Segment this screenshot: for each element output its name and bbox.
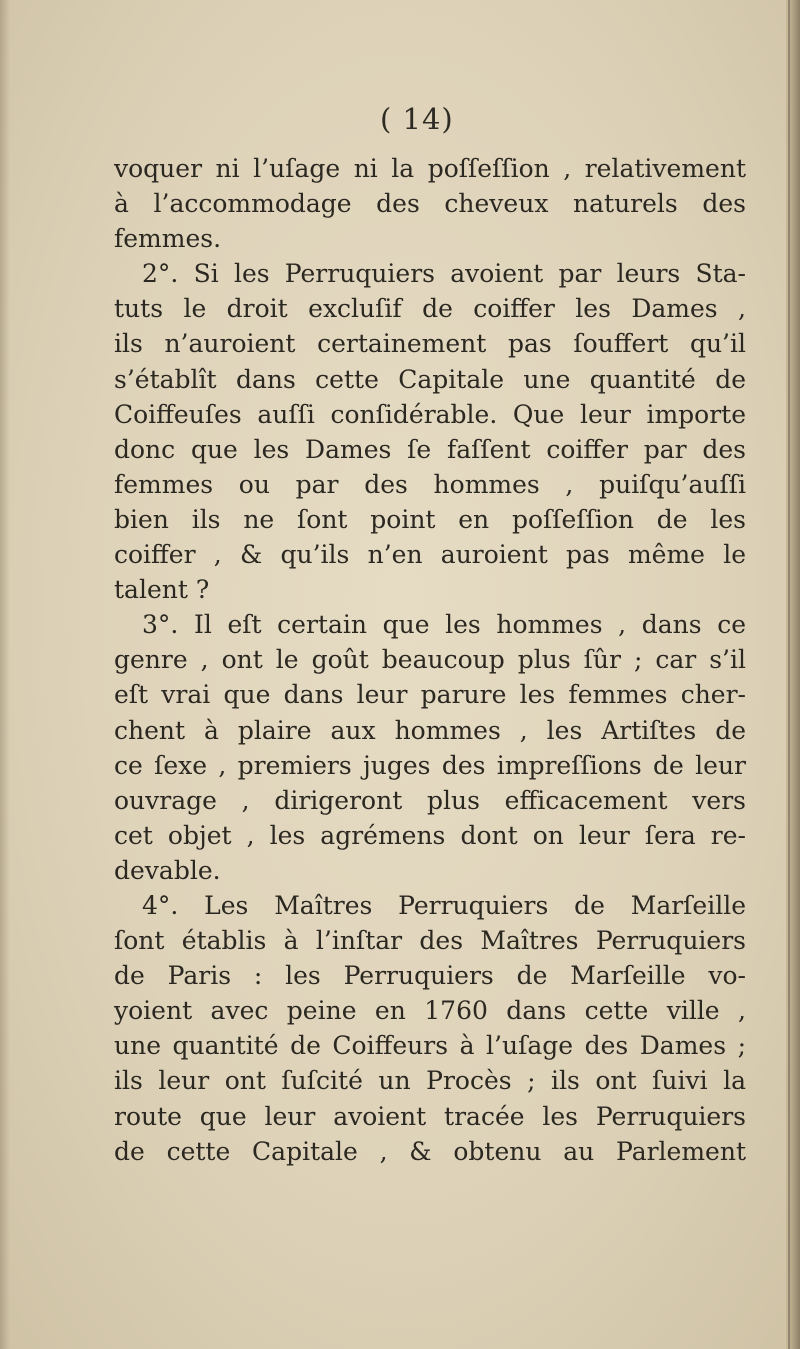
gutter-shadow (0, 0, 10, 1349)
text-line: s’établît dans cette Capitale une quantité de (114, 364, 746, 394)
text-line: ce ſexe , premiers juges des impreſſions de leur (114, 750, 746, 780)
text-line: talent ? (114, 575, 210, 605)
page-number: ( 14) (380, 102, 454, 136)
text-line: ouvrage , dirigeront plus efficacement vers (114, 785, 746, 815)
paragraph-start-line: 4°. Les Maîtres Perruquiers de Marſeille (142, 890, 746, 920)
text-line: route que leur avoient tracée les Perruquiers (114, 1101, 746, 1131)
text-line: femmes ou par des hommes , puiſqu’auſſi (114, 469, 746, 499)
text-line: Coiffeuſes auſſi conſidérable. Que leur importe (114, 399, 746, 429)
text-line: yoient avec peine en 1760 dans cette ville , (114, 996, 746, 1026)
text-line: coiffer , & qu’ils n’en auroient pas même le (114, 540, 746, 570)
body-text (114, 151, 746, 1169)
text-line: ils leur ont ſuſcité un Procès ; ils ont ſuivi la (114, 1066, 746, 1096)
text-line: cet objet , les agrémens dont on leur ſera re- (114, 820, 746, 850)
text-line: une quantité de Coiffeurs à l’uſage des Dames ; (114, 1031, 746, 1061)
text-line: eſt vrai que dans leur parure les femmes cher- (114, 680, 746, 710)
text-line: chent à plaire aux hommes , les Artiſtes de (114, 715, 746, 745)
text-line: de cette Capitale , & obtenu au Parlement (114, 1136, 746, 1166)
text-line: voquer ni l’uſage ni la poſſeſſion , relativement (114, 154, 746, 183)
text-line: genre , ont le goût beaucoup plus ſûr ; car s’il (114, 645, 746, 675)
text-line: ils n’auroient certainement pas ſouffert qu’il (114, 329, 746, 359)
text-line: ſont établis à l’inſtar des Maîtres Perruquiers (114, 926, 746, 956)
text-line: de Paris : les Perruquiers de Marſeille vo- (114, 961, 746, 991)
text-line: tuts le droit excluſif de coiffer les Dames , (114, 294, 746, 324)
paragraph-start-line: 3°. Il eſt certain que les hommes , dans ce (142, 610, 746, 640)
page-edge (786, 0, 800, 1349)
text-line: donc que les Dames ſe faſſent coiffer par des (114, 434, 746, 464)
text-line: bien ils ne ſont point en poſſeſſion de les (114, 504, 746, 534)
paragraph-start-line: 2°. Si les Perruquiers avoient par leurs Sta- (142, 259, 746, 289)
text-line: à l’accommodage des cheveux naturels des (114, 189, 746, 219)
text-line: femmes. (114, 224, 222, 254)
text-line: devable. (114, 855, 221, 885)
